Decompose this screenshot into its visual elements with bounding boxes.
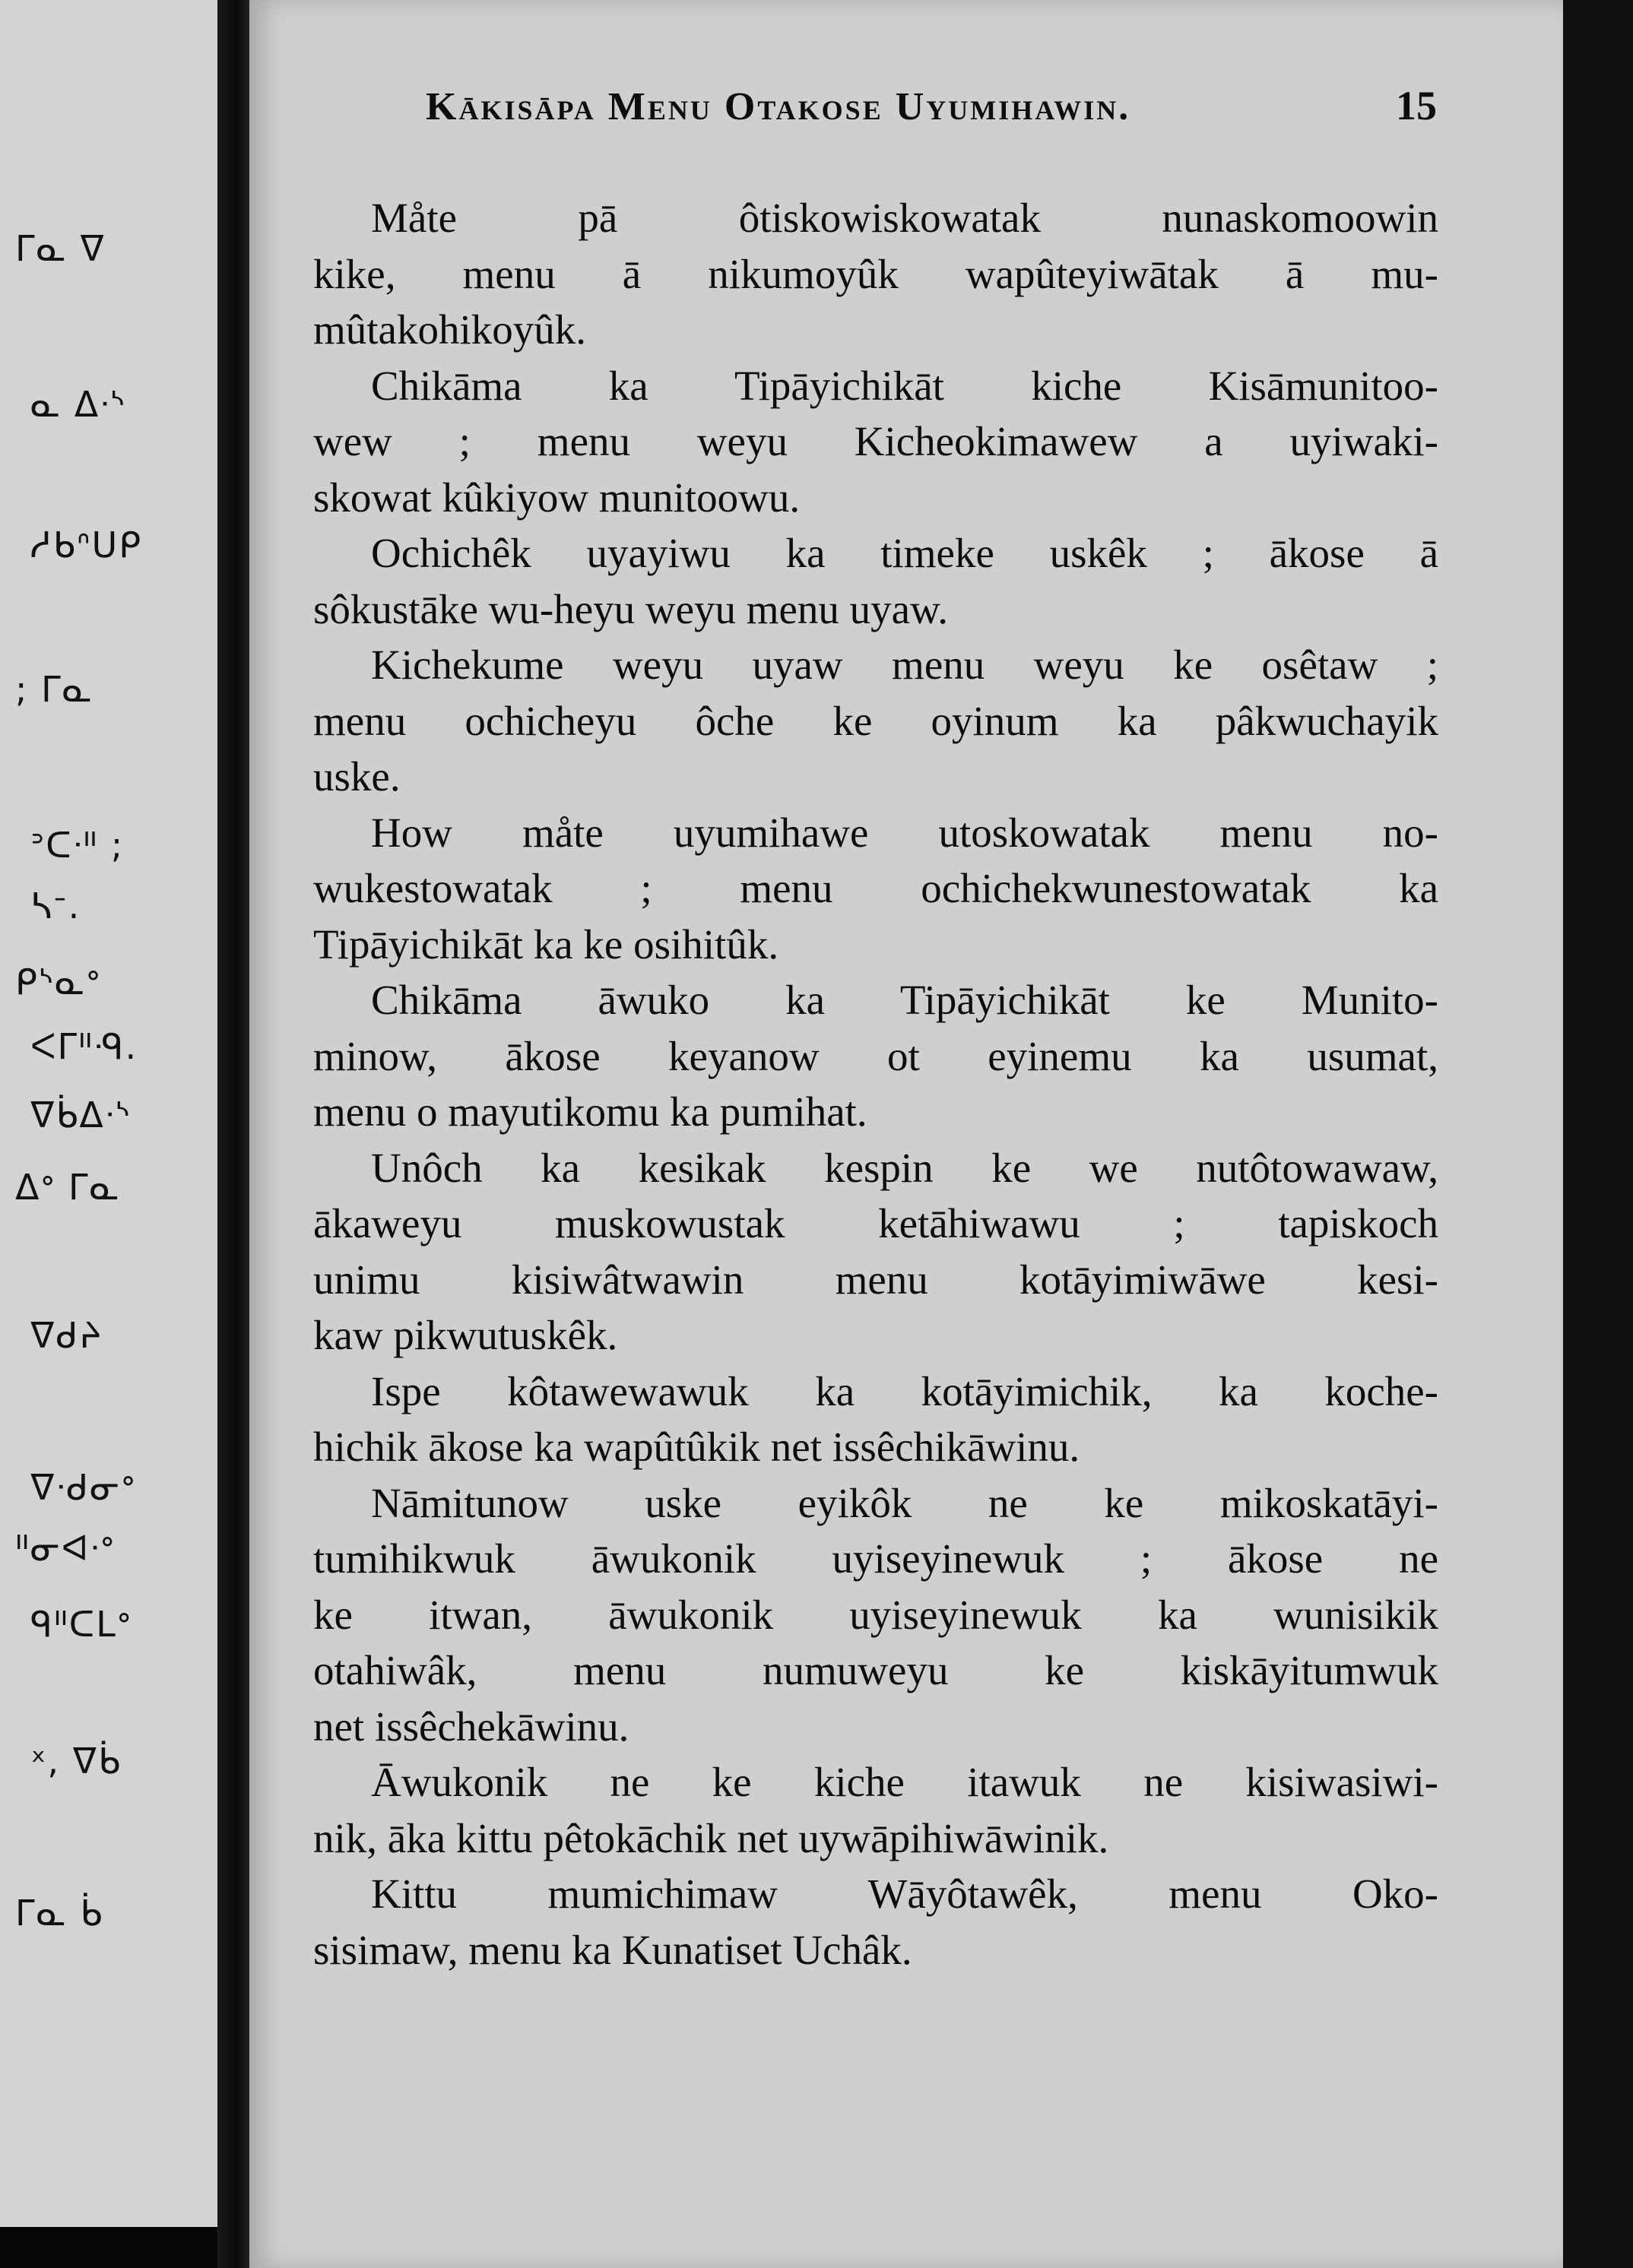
- text-line: Kittu mumichimaw Wāyôtawêk, menu Oko-: [371, 1870, 1438, 1917]
- text-line: Unôch ka kesikak kespin ke we nutôtowawaw,: [371, 1144, 1438, 1191]
- syllabic-fragment: ᐁᑯᔨ: [30, 1315, 103, 1356]
- text-line: Måte pā ôtiskowiskowatak nunaskomoowin: [371, 195, 1438, 241]
- book-gutter: [217, 0, 249, 2268]
- syllabic-fragment: ᒥᓇ ᑳ: [15, 1893, 104, 1934]
- syllabic-fragment: ᐸᒥᐦᑴ.: [30, 1026, 138, 1067]
- text-line: mûtakohikoyûk.: [313, 306, 587, 353]
- paragraph: [313, 190, 1438, 358]
- text-line: uske.: [313, 753, 401, 800]
- syllabic-fragment: ˣ, ᐁᑳ: [30, 1741, 122, 1782]
- body-text: [313, 190, 1438, 1978]
- paragraph: [313, 637, 1438, 805]
- text-line: unimu kisiwâtwawin menu kotāyimiwāwe kesi-: [313, 1256, 1438, 1303]
- syllabic-fragment: ᐃᐤ ᒥᓇ: [15, 1167, 121, 1208]
- paragraph: [313, 1754, 1438, 1866]
- page-number: 15: [1396, 83, 1437, 128]
- syllabic-fragment: ᑫᐦᑕᒪᐤ: [30, 1604, 132, 1645]
- text-line: ākaweyu muskowustak ketāhiwawu ; tapiskoch: [313, 1200, 1438, 1246]
- text-line: wew ; menu weyu Kicheokimawew a uyiwaki-: [313, 418, 1438, 464]
- syllabic-fragment: ᐣᑕᐧᐦ ;: [30, 825, 125, 866]
- text-line: Nāmitunow uske eyikôk ne ke mikoskatāyi-: [371, 1479, 1438, 1526]
- text-line: Ochichêk uyayiwu ka timeke uskêk ; ākose ā: [371, 530, 1438, 576]
- text-line: net issêchekāwinu.: [313, 1703, 629, 1750]
- text-line: Tipāyichikāt ka ke osihitûk.: [313, 920, 779, 968]
- syllabic-fragment: ᓇ ᐃᐧᔅ: [30, 384, 127, 425]
- paragraph: [313, 358, 1438, 526]
- text-line: Chikāma ka Tipāyichikāt kiche Kisāmunitoo-: [371, 362, 1438, 409]
- text-line: tumihikwuk āwukonik uyiseyinewuk ; ākose ne: [313, 1535, 1438, 1582]
- text-line: skowat kûkiyow munitoowu.: [313, 474, 801, 521]
- text-line: hichik ākose ka wapûtûkik net issêchikāwinu.: [313, 1424, 1080, 1470]
- text-line: otahiwâk, menu numuweyu ke kiskāyitumwuk: [313, 1647, 1438, 1693]
- facing-page-fragment: [0, 0, 217, 2227]
- syllabic-fragment: ᑭᔅᓇᐤ: [15, 961, 102, 1003]
- text-line: minow, ākose keyanow ot eyinemu ka usumat,: [313, 1032, 1438, 1079]
- running-title: Kākisāpa Menu Otakose Uyumihawin.: [426, 85, 1131, 128]
- syllabics-column: [0, 0, 217, 2227]
- syllabic-fragment: ᒥᓇ ᐁ: [15, 228, 106, 269]
- syllabic-fragment: ᐦᓂᐊᐧᐤ: [15, 1528, 116, 1569]
- text-line: kike, menu ā nikumoyûk wapûteyiwātak ā mu-: [313, 250, 1438, 297]
- syllabic-fragment: ᓴᐨ.: [30, 885, 81, 927]
- paragraph: [313, 1364, 1438, 1475]
- paragraph: [313, 1866, 1438, 1978]
- paragraph: [313, 805, 1438, 973]
- text-line: kaw pikwutuskêk.: [313, 1312, 618, 1358]
- syllabic-fragment: ᐁᐧᑯᓂᐤ: [30, 1467, 137, 1508]
- text-line: How måte uyumihawe utoskowatak menu no-: [371, 809, 1438, 856]
- paragraph: [313, 972, 1438, 1140]
- text-line: menu o mayutikomu ka pumihat.: [313, 1088, 867, 1135]
- paragraph: [313, 525, 1438, 637]
- text-line: ke itwan, āwukonik uyiseyinewuk ka wunisikik: [313, 1591, 1438, 1638]
- paragraph: [313, 1475, 1438, 1755]
- paragraph: [313, 1140, 1438, 1364]
- running-head: [426, 82, 1437, 135]
- text-line: nik, āka kittu pêtokāchik net uywāpihiwāwinik.: [313, 1814, 1109, 1861]
- text-line: wukestowatak ; menu ochichekwunestowatak ka: [313, 865, 1438, 911]
- syllabic-fragment: ᓱᑲᐢᑌᑭ: [30, 524, 143, 565]
- text-line: sisimaw, menu ka Kunatiset Uchâk.: [313, 1926, 912, 1973]
- text-line: Ispe kôtawewawuk ka kotāyimichik, ka koche-: [371, 1367, 1438, 1414]
- text-line: menu ochicheyu ôche ke oyinum ka pâkwuchayik: [313, 697, 1438, 744]
- text-line: Chikāma āwuko ka Tipāyichikāt ke Munito-: [371, 977, 1438, 1023]
- text-line: sôkustāke wu-heyu weyu menu uyaw.: [313, 585, 948, 632]
- syllabic-fragment: ᐁᑳᐃᐧᔅ: [30, 1094, 132, 1136]
- text-line: Kichekume weyu uyaw menu weyu ke osêtaw ;: [371, 641, 1438, 688]
- syllabic-fragment: ; ᒥᓇ: [15, 669, 94, 710]
- text-line: Āwukonik ne ke kiche itawuk ne kisiwasiwi-: [371, 1759, 1438, 1805]
- page-edge-shadow: [1563, 0, 1633, 2268]
